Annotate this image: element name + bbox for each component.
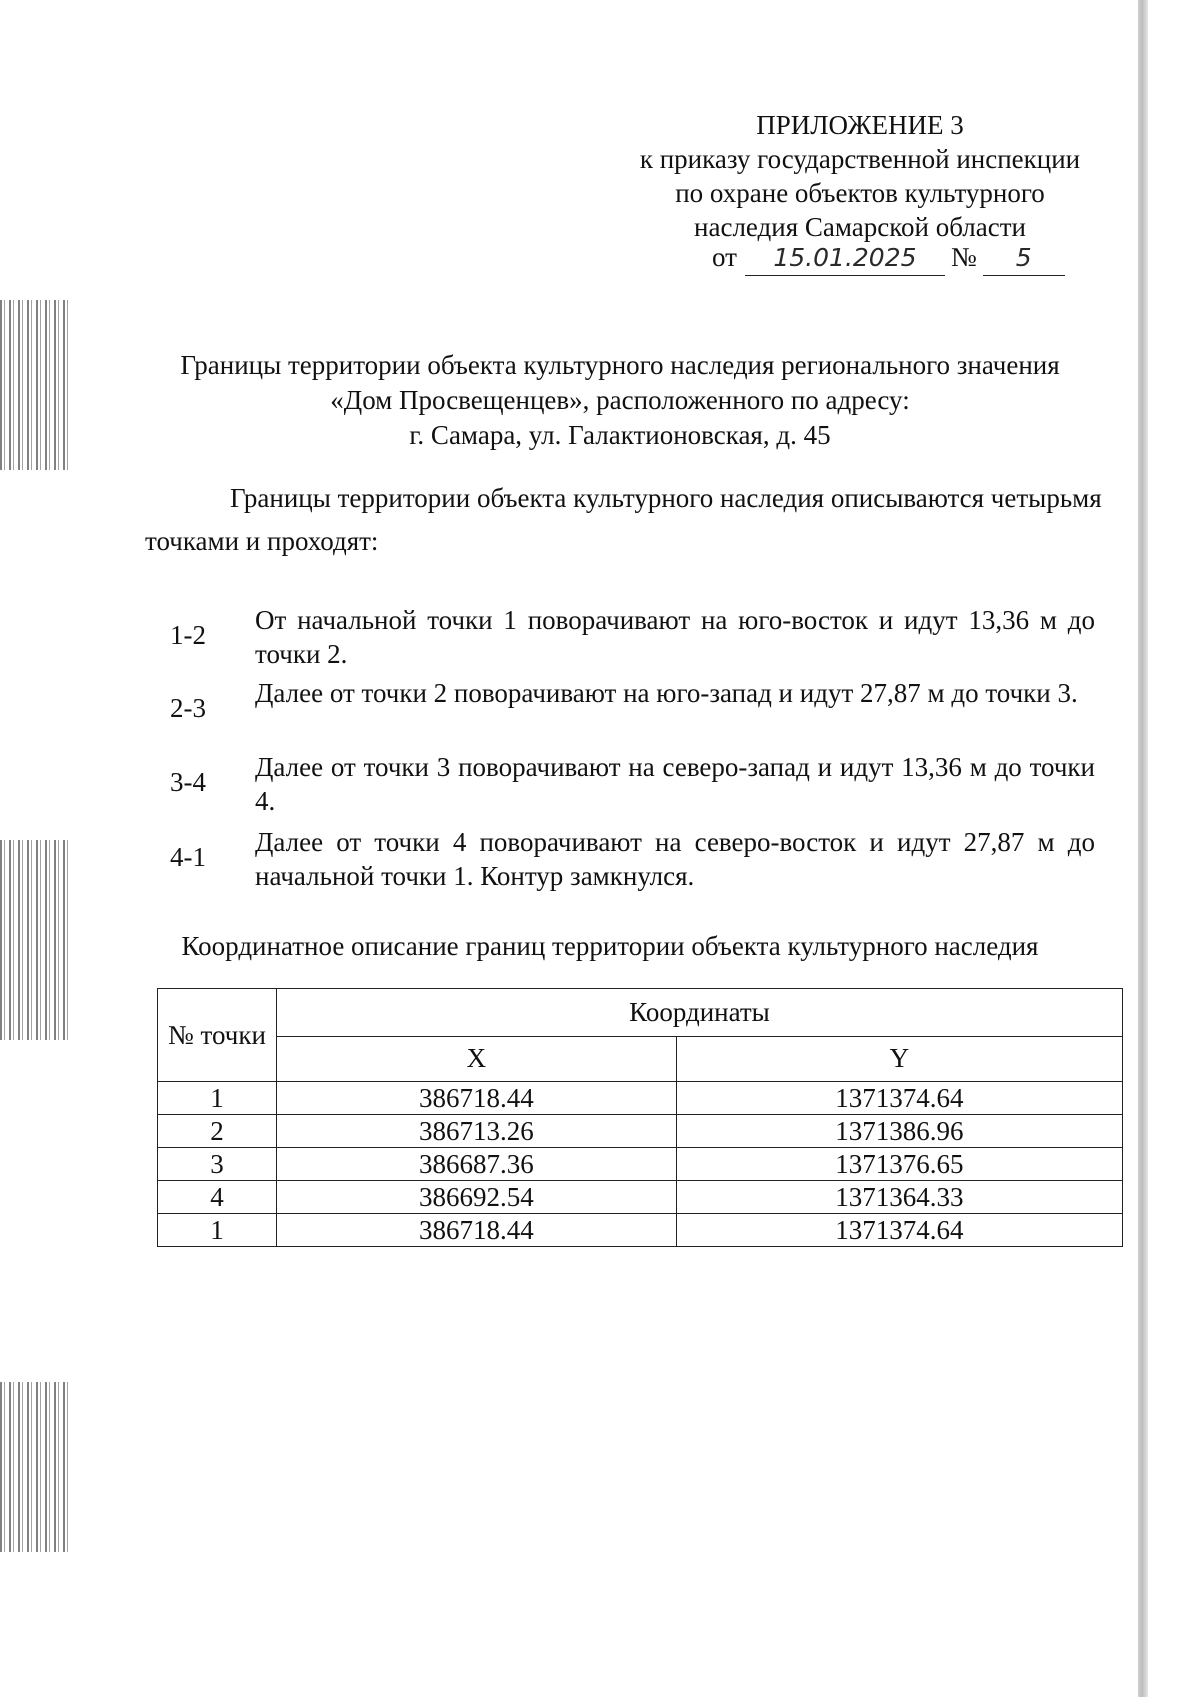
scan-noise [0, 1382, 72, 1552]
cell-x: 386718.44 [277, 1214, 677, 1247]
cell-point: 1 [158, 1082, 277, 1115]
order-number: 5 [983, 241, 1065, 276]
order-date: 15.01.2025 [745, 241, 945, 276]
intro-line-2: точками и проходят: [145, 526, 379, 556]
cell-point: 2 [158, 1115, 277, 1148]
segment-code: 4-1 [170, 842, 206, 872]
cell-y: 1371386.96 [676, 1115, 1122, 1148]
cell-x: 386687.36 [277, 1148, 677, 1181]
scan-edge [1138, 0, 1148, 1697]
segment-text: От начальной точки 1 поворачивают на юго-восток и идут 13,36 м до точки 2. [255, 605, 1095, 669]
cell-y: 1371364.33 [676, 1181, 1122, 1214]
header-point: № точки [158, 989, 277, 1082]
table-caption: Координатное описание границ территории объекта культурного наследия [181, 931, 1039, 961]
header-y: Y [676, 1036, 1122, 1082]
order-date-row [712, 240, 1065, 276]
annex-title: ПРИЛОЖЕНИЕ 3 [756, 110, 964, 140]
scan-noise [0, 300, 72, 470]
segment-text: Далее от точки 3 поворачивают на северо-запад и идут 13,36 м до точки 4. [255, 752, 1095, 816]
annex-line-1: к приказу государственной инспекции [639, 144, 1081, 174]
cell-x: 386692.54 [277, 1181, 677, 1214]
segment-code: 2-3 [170, 693, 206, 723]
header-coordinates: Координаты [277, 989, 1123, 1037]
date-prefix: от [712, 242, 737, 272]
segment-text: Далее от точки 4 поворачивают на северо-восток и идут 27,87 м до начальной точки 1. Контур замкнулся. [255, 827, 1095, 891]
cell-y: 1371374.64 [676, 1214, 1122, 1247]
title-line-1: Границы территории объекта культурного наследия регионального значения [180, 350, 1060, 380]
cell-x: 386713.26 [277, 1115, 677, 1148]
segment-code: 1-2 [170, 620, 206, 650]
table-row [158, 1115, 1123, 1148]
segment-text: Далее от точки 2 поворачивают на юго-запад и идут 27,87 м до точки 3. [255, 678, 1078, 708]
coordinates-table [157, 988, 1123, 1247]
scan-noise [0, 840, 72, 1040]
table-row [158, 1181, 1123, 1214]
number-prefix: № [950, 242, 977, 272]
annex-line-2: по охране объектов культурного [675, 178, 1045, 208]
cell-y: 1371376.65 [676, 1148, 1122, 1181]
title-line-2: «Дом Просвещенцев», расположенного по адресу: [330, 385, 910, 415]
cell-point: 1 [158, 1214, 277, 1247]
table-row [158, 1214, 1123, 1247]
table-row [158, 1148, 1123, 1181]
cell-x: 386718.44 [277, 1082, 677, 1115]
cell-point: 3 [158, 1148, 277, 1181]
table-subheader-row [158, 1036, 1123, 1082]
segment-code: 3-4 [170, 767, 206, 797]
table-header-row [158, 989, 1123, 1037]
cell-y: 1371374.64 [676, 1082, 1122, 1115]
cell-point: 4 [158, 1181, 277, 1214]
intro-line-1: Границы территории объекта культурного наследия описываются четырьмя [230, 483, 1102, 513]
document-title [160, 348, 1080, 453]
annex-line-3: наследия Самарской области [694, 212, 1026, 242]
title-line-3: г. Самара, ул. Галактионовская, д. 45 [409, 420, 831, 450]
header-x: X [277, 1036, 677, 1082]
table-row [158, 1082, 1123, 1115]
